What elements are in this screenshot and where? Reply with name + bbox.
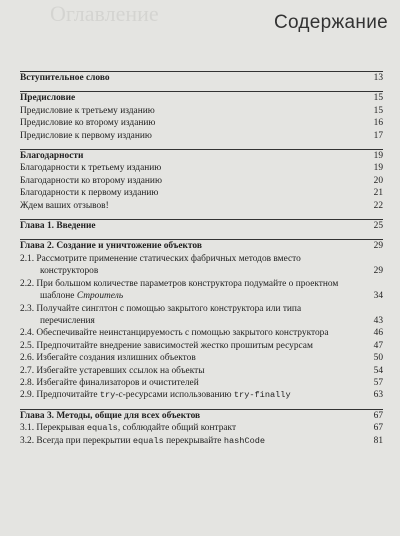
toc-page-number: 15 [373, 93, 383, 104]
toc-page-number: 54 [373, 365, 383, 376]
toc-entry-title [20, 377, 349, 389]
toc-page-number: 47 [373, 340, 383, 351]
toc-section-entry[interactable] [20, 105, 383, 117]
toc-page-number: 15 [373, 105, 383, 116]
toc-entry-title [20, 162, 349, 174]
toc-section-entry[interactable] [20, 352, 383, 364]
toc-entry-title [20, 105, 349, 117]
toc-entry-title [20, 278, 349, 303]
toc-entry-text: Предисловие к третьему изданию [20, 105, 155, 116]
toc-chapter-entry[interactable] [20, 150, 383, 162]
toc-entry-text: 2.2. При большом количестве параметров конструктора подумайте о проектном шаблоне [20, 278, 339, 302]
toc-entry-title [20, 303, 349, 328]
toc-entry-italic-text: Строитель [76, 291, 124, 302]
toc-entry-title [20, 220, 349, 232]
toc-entry-text: 2.8. Избегайте финализаторов и очистителей [20, 377, 199, 388]
toc-entry-title [20, 175, 349, 187]
toc-entry-title [20, 340, 349, 352]
toc-entry-title [20, 410, 349, 422]
toc-entry-text: 2.9. Предпочитайте [20, 390, 100, 401]
toc-chapter-entry[interactable] [20, 240, 383, 252]
toc-entry-code: hashCode [223, 435, 266, 446]
toc-entry-code: try [99, 390, 116, 401]
toc-page-number: 29 [373, 266, 383, 277]
toc-entry-title [20, 422, 349, 434]
toc-entry-title [20, 92, 349, 104]
toc-page-number: 43 [373, 315, 383, 326]
toc-entry-title [20, 187, 349, 199]
toc-entry-text: Глава 1. Введение [20, 221, 96, 232]
toc-section-entry[interactable] [20, 340, 383, 352]
toc-page-number: 67 [373, 410, 383, 421]
toc-entry-title [20, 365, 349, 377]
toc-page-number: 16 [373, 118, 383, 129]
section-gap [20, 232, 383, 239]
section-gap [20, 212, 383, 219]
table-of-contents [20, 71, 383, 447]
toc-entry-title [20, 435, 349, 447]
section-gap [20, 84, 383, 91]
toc-section-entry[interactable] [20, 422, 383, 434]
toc-page-number: 20 [373, 175, 383, 186]
toc-entry-text: 3.2. Всегда при перекрытии [20, 435, 133, 446]
toc-entry-text: 2.3. Получайте синглтон с помощью закрытого конструктора или типа перечисления [20, 303, 302, 326]
toc-section-entry[interactable] [20, 253, 383, 278]
toc-entry-text: Ждем ваших отзывов! [20, 200, 109, 211]
toc-chapter-entry[interactable] [20, 92, 383, 104]
toc-page-number: 21 [373, 188, 383, 199]
toc-entry-text: Предисловие [20, 93, 76, 104]
toc-page-number: 34 [373, 291, 383, 302]
toc-chapter-entry[interactable] [20, 72, 383, 84]
toc-entry-text: Глава 2. Создание и уничтожение объектов [20, 241, 202, 252]
toc-section-entry[interactable] [20, 435, 383, 447]
toc-page-number: 13 [373, 73, 383, 83]
toc-entry-text: Предисловие ко второму изданию [20, 118, 156, 129]
toc-section-entry[interactable] [20, 327, 383, 339]
toc-entry-text: Глава 3. Методы, общие для всех объектов [20, 410, 201, 421]
section-gap [20, 142, 383, 149]
toc-entry-text: 2.7. Избегайте устаревших ссылок на объекты [20, 365, 205, 376]
toc-section-entry[interactable] [20, 117, 383, 129]
toc-entry-title [20, 352, 349, 364]
toc-page-number: 25 [373, 221, 383, 232]
toc-entry-text: перекрывайте [163, 435, 224, 446]
bleed-through-heading: Оглавление [50, 1, 159, 26]
toc-page-number: 63 [373, 390, 383, 401]
toc-entry-text: Благодарности к первому изданию [20, 188, 159, 199]
toc-entry-text: Благодарности [20, 151, 84, 162]
toc-entry-text: 2.1. Рассмотрите применение статических фабричных методов вместо конструкторов [20, 253, 301, 277]
toc-entry-title [20, 117, 349, 129]
toc-entry-code: equals [86, 423, 118, 434]
toc-chapter-entry[interactable] [20, 220, 383, 232]
toc-section-entry[interactable] [20, 365, 383, 377]
toc-section-entry[interactable] [20, 377, 383, 389]
toc-entry-text: Предисловие к первому изданию [20, 130, 152, 141]
toc-page-number: 57 [373, 377, 383, 388]
toc-entry-text: Благодарности к третьему изданию [20, 163, 162, 174]
toc-entry-title [20, 253, 349, 278]
toc-section-entry[interactable] [20, 175, 383, 187]
toc-entry-text: , соблюдайте общий контракт [117, 423, 237, 434]
toc-page-number: 46 [373, 328, 383, 339]
toc-page-number: 19 [373, 151, 383, 162]
toc-entry-text: 2.4. Обеспечивайте неинстанцируемость с помощью закрытого конструктора [20, 328, 329, 339]
toc-entry-title [20, 72, 349, 84]
toc-page-number: 67 [373, 423, 383, 434]
toc-section-entry[interactable] [20, 200, 383, 212]
toc-entry-text: Благодарности ко второму изданию [20, 175, 162, 186]
toc-entry-text: Вступительное слово [20, 73, 110, 83]
toc-entry-text: 2.6. Избегайте создания излишних объектов [20, 353, 196, 364]
toc-entry-title [20, 327, 349, 339]
toc-section-entry[interactable] [20, 389, 383, 401]
toc-chapter-entry[interactable] [20, 410, 383, 422]
toc-entry-text: 2.5. Предпочитайте внедрение зависимостей жестко прошитым ресурсам [20, 340, 313, 351]
toc-entry-title [20, 130, 349, 142]
page-title: Содержание [273, 12, 388, 33]
toc-page-number: 81 [373, 435, 383, 446]
toc-section-entry[interactable] [20, 130, 383, 142]
toc-page-number: 29 [373, 241, 383, 252]
toc-page-number: 17 [373, 130, 383, 141]
toc-entry-title [20, 200, 349, 212]
toc-entry-code: equals [132, 435, 164, 446]
toc-section-entry[interactable] [20, 162, 383, 174]
toc-entry-title [20, 150, 349, 162]
toc-entry-text: 3.1. Перекрывая [20, 423, 87, 434]
toc-entry-text: -с-ресурсами использованию [115, 390, 234, 401]
toc-section-entry[interactable] [20, 278, 383, 303]
toc-entry-code: try-finally [233, 390, 291, 401]
toc-entry-title [20, 389, 349, 401]
toc-section-entry[interactable] [20, 303, 383, 328]
toc-entry-title [20, 240, 349, 252]
toc-page-number: 22 [373, 200, 383, 211]
toc-section-entry[interactable] [20, 187, 383, 199]
toc-page-number: 19 [373, 163, 383, 174]
section-gap [20, 402, 383, 409]
toc-page-number: 50 [373, 353, 383, 364]
